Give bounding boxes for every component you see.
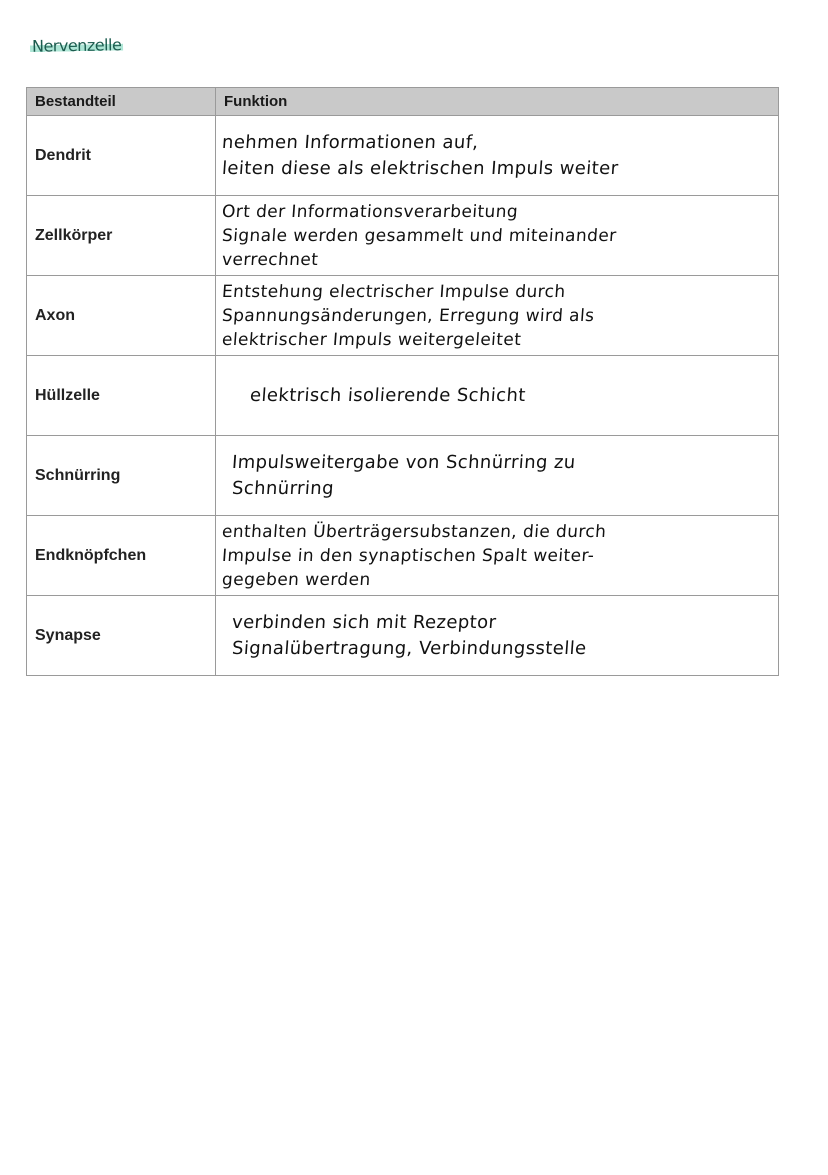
function-line: Schnürring [231,477,335,499]
function-line: Signalübertragung, Verbindungsstelle [231,637,588,659]
function-line: elektrischer Impuls weitergeleitet [221,329,522,350]
part-name: Dendrit [27,116,216,196]
part-name: Zellkörper [27,196,216,276]
function-line: Impulsweitergabe von Schnürring zu [231,451,577,473]
function-cell [216,516,779,596]
part-name: Synapse [27,596,216,676]
header-function: Funktion [216,88,779,116]
page-title: Nervenzelle [31,35,122,56]
part-name: Axon [27,276,216,356]
table-row [27,596,779,676]
function-line: verbinden sich mit Rezeptor [231,611,498,633]
nerve-cell-table [26,87,779,676]
function-line: elektrisch isolierende Schicht [249,384,527,406]
table-row [27,516,779,596]
function-line: enthalten Überträgersubstanzen, die durch [221,521,607,542]
function-line: gegeben werden [221,569,372,590]
function-line: Entstehung electrischer Impulse durch [221,281,567,302]
function-line: Ort der Informationsverarbeitung [221,201,519,222]
header-part: Bestandteil [27,88,216,116]
function-cell [216,276,779,356]
table-row [27,116,779,196]
function-cell [216,356,779,436]
function-line: verrechnet [221,249,320,270]
function-line: leiten diese als elektrischen Impuls weiter [221,157,620,179]
part-name: Hüllzelle [27,356,216,436]
table-row [27,196,779,276]
function-cell [216,116,779,196]
function-line: Impulse in den synaptischen Spalt weiter- [221,545,595,566]
function-line: nehmen Informationen auf, [221,131,480,153]
function-cell [216,436,779,516]
part-name: Endknöpfchen [27,516,216,596]
function-cell [216,196,779,276]
function-line: Signale werden gesammelt und miteinander [221,225,618,246]
table-row [27,276,779,356]
table-row [27,356,779,436]
table-header-row [27,88,779,116]
part-name: Schnürring [27,436,216,516]
function-cell [216,596,779,676]
table-row [27,436,779,516]
function-line: Spannungsänderungen, Erregung wird als [221,305,596,326]
